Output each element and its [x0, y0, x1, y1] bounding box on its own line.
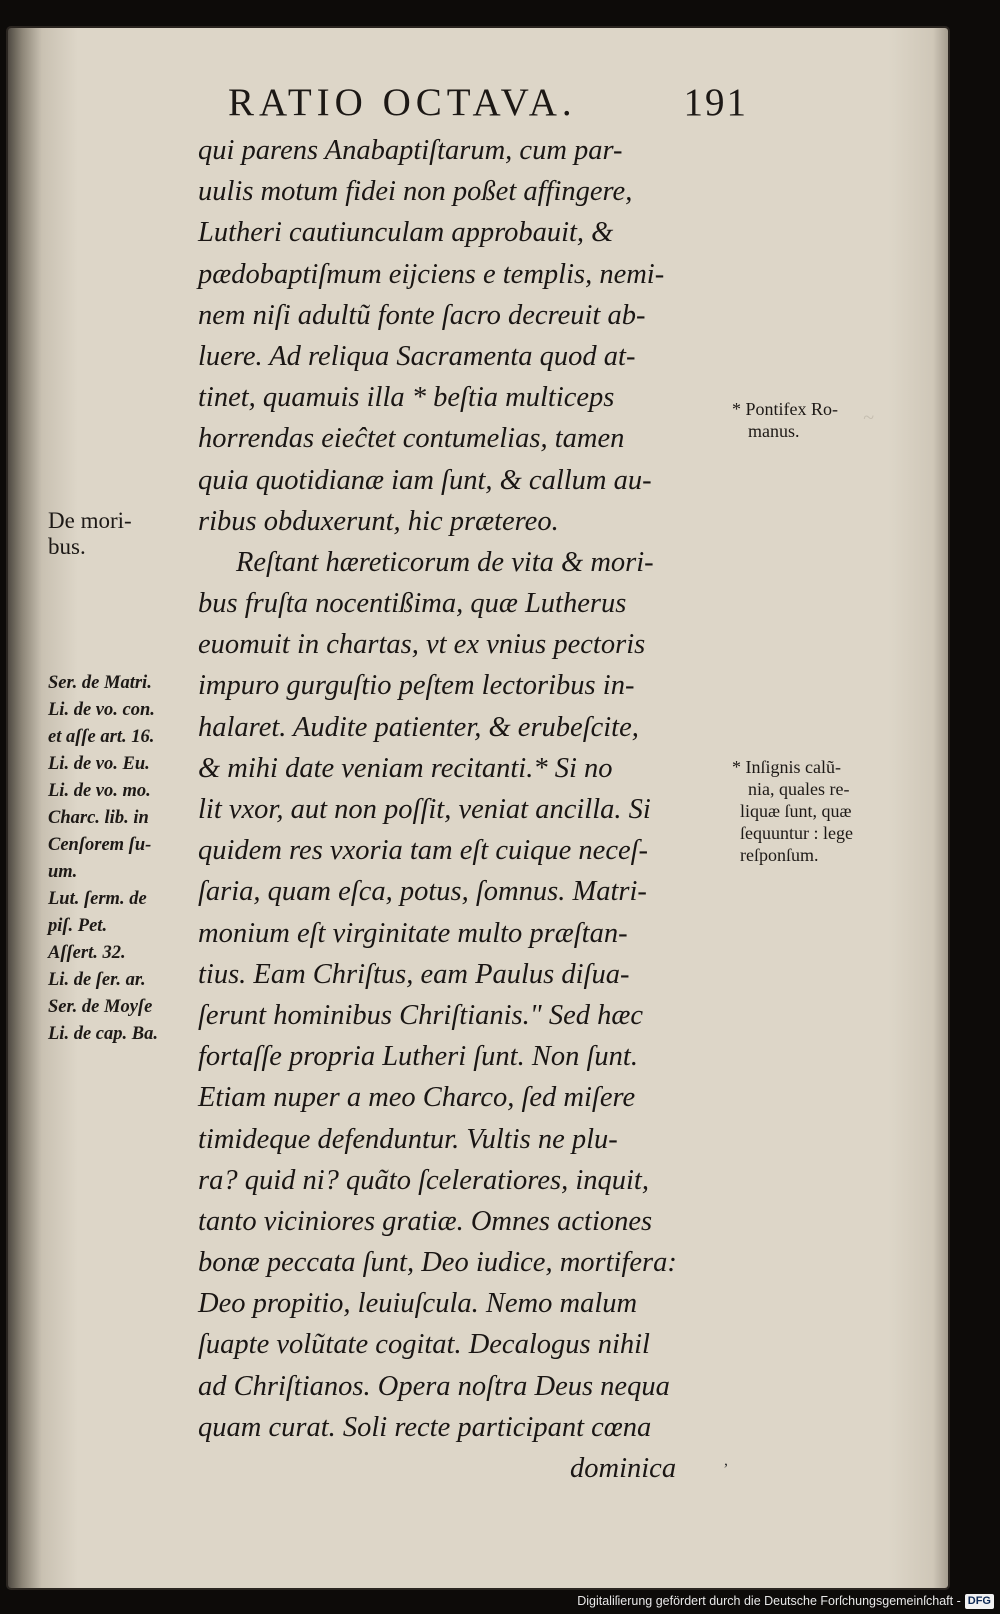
margin-note-line: manus.: [748, 421, 800, 441]
text-line: Etiam nuper a meo Charco, ſed miſere: [198, 1082, 636, 1114]
text-line: ſaria, quam eſca, potus, ſomnus. Matri-: [198, 876, 647, 908]
bleed-through-right: ~: [863, 407, 874, 429]
text-line: Lutheri cautiunculam approbauit, &: [198, 217, 614, 249]
margin-note-line: liquæ ſunt, quæ: [740, 801, 852, 821]
text-line: halaret. Audite patienter, & erubeſcite,: [198, 711, 639, 743]
text-line: ribus obduxerunt, hic prætereo.: [198, 505, 559, 537]
text-line: ad Chriſtianos. Opera noſtra Deus nequa: [198, 1370, 670, 1402]
catch-mark: ,: [724, 1452, 728, 1469]
text-line: lit vxor, aut non poſſit, veniat ancilla. Si: [198, 794, 651, 825]
margin-heading: [48, 508, 132, 560]
citation-line: Li. de vo. Eu.: [48, 754, 150, 774]
text-line: nem niſi adultũ fonte ſacro decreuit ab-: [198, 299, 646, 331]
text-line: Deo propitio, leuiuſcula. Nemo malum: [198, 1288, 638, 1320]
text-line: fortaſſe propria Lutheri ſunt. Non ſunt.: [198, 1041, 638, 1073]
citation-line: Li. de vo. con.: [48, 700, 155, 720]
citation-line: Lut. ſerm. de: [48, 889, 147, 909]
citation-line: piſ. Pet.: [48, 916, 108, 936]
footer-text: Digitaliſierung gefördert durch die Deutsche Forſchungsgemeinſchaft -: [577, 1594, 961, 1608]
text-line: pædobaptiſmum eijciens e templis, nemi-: [198, 258, 665, 290]
margin-heading-line: bus.: [48, 534, 86, 559]
text-line: luere. Ad reliqua Sacramenta quod at-: [198, 340, 636, 372]
digitization-footer: [577, 1590, 994, 1612]
citation-line: et aſſe art. 16.: [48, 727, 155, 747]
margin-note-calumnia: [732, 756, 853, 866]
text-line: qui parens Anabaptiſtarum, cum par-: [198, 135, 623, 166]
text-line: bus fruſta nocentißima, quæ Lutherus: [198, 588, 627, 620]
text-line: monium eſt virginitate multo præſtan-: [198, 917, 628, 949]
citation-line: Li. de ſer. ar.: [48, 970, 146, 990]
text-line: Reſtant hæreticorum de vita & mori-: [236, 546, 654, 578]
text-line: tinet, quamuis illa * beſtia multiceps: [198, 382, 615, 414]
text-line: quam curat. Soli recte participant cœna: [198, 1411, 652, 1443]
page-number: 191: [683, 81, 748, 124]
text-line: ſuapte volũtate cogitat. Decalogus nihil: [198, 1329, 650, 1361]
margin-citations: [48, 670, 158, 1048]
margin-note-line: ſequuntur : lege: [740, 823, 853, 843]
citation-line: Li. de cap. Ba.: [48, 1024, 158, 1044]
margin-note-line: * Pontifex Ro-: [732, 399, 838, 419]
text-line: uulis motum fidei non poßet affingere,: [198, 176, 633, 208]
citation-line: Li. de vo. mo.: [48, 781, 151, 801]
running-header: [228, 80, 748, 136]
catchword-line: dominica: [570, 1453, 677, 1484]
citation-line: Ser. de Matri.: [48, 673, 152, 693]
citation-line: Aſſert. 32.: [48, 943, 126, 963]
text-line: ſerunt hominibus Chriſtianis." Sed hæc: [198, 999, 644, 1031]
dfg-logo: DFG: [965, 1594, 994, 1609]
text-line: ra? quid ni? quãto ſceleratiores, inquit,: [198, 1164, 649, 1196]
citation-line: um.: [48, 862, 78, 882]
text-line: bonæ peccata ſunt, Deo iudice, mortifera:: [198, 1247, 677, 1279]
margin-note-line: reſponſum.: [740, 845, 819, 865]
margin-note-line: nia, quales re-: [748, 779, 850, 799]
text-line: euomuit in chartas, vt ex vnius pectoris: [198, 629, 646, 661]
text-line: & mihi date veniam recitanti.* Si no: [198, 752, 613, 784]
text-line: tius. Eam Chriſtus, eam Paulus diſua-: [198, 958, 630, 990]
text-line: quidem res vxoria tam eſt cuique neceſ-: [198, 835, 649, 867]
margin-note-pontifex: [732, 398, 838, 442]
text-line: timideque defenduntur. Vultis ne plu-: [198, 1123, 618, 1155]
main-text-block: [198, 130, 758, 1489]
margin-note-line: * Inſignis calũ-: [732, 757, 841, 777]
text-line: impuro gurguſtio peſtem lectoribus in-: [198, 670, 635, 702]
margin-heading-line: De mori-: [48, 508, 132, 533]
header-title: RATIO OCTAVA.: [228, 81, 577, 124]
text-line: quia quotidianæ iam ſunt, & callum au-: [198, 464, 652, 496]
citation-line: Charc. lib. in: [48, 808, 149, 828]
text-line: tanto viciniores gratiæ. Omnes actiones: [198, 1205, 653, 1237]
text-line: horrendas eieĉtet contumelias, tamen: [198, 423, 625, 455]
citation-line: Cenſorem ſu-: [48, 835, 152, 855]
citation-line: Ser. de Moyſe: [48, 997, 153, 1017]
